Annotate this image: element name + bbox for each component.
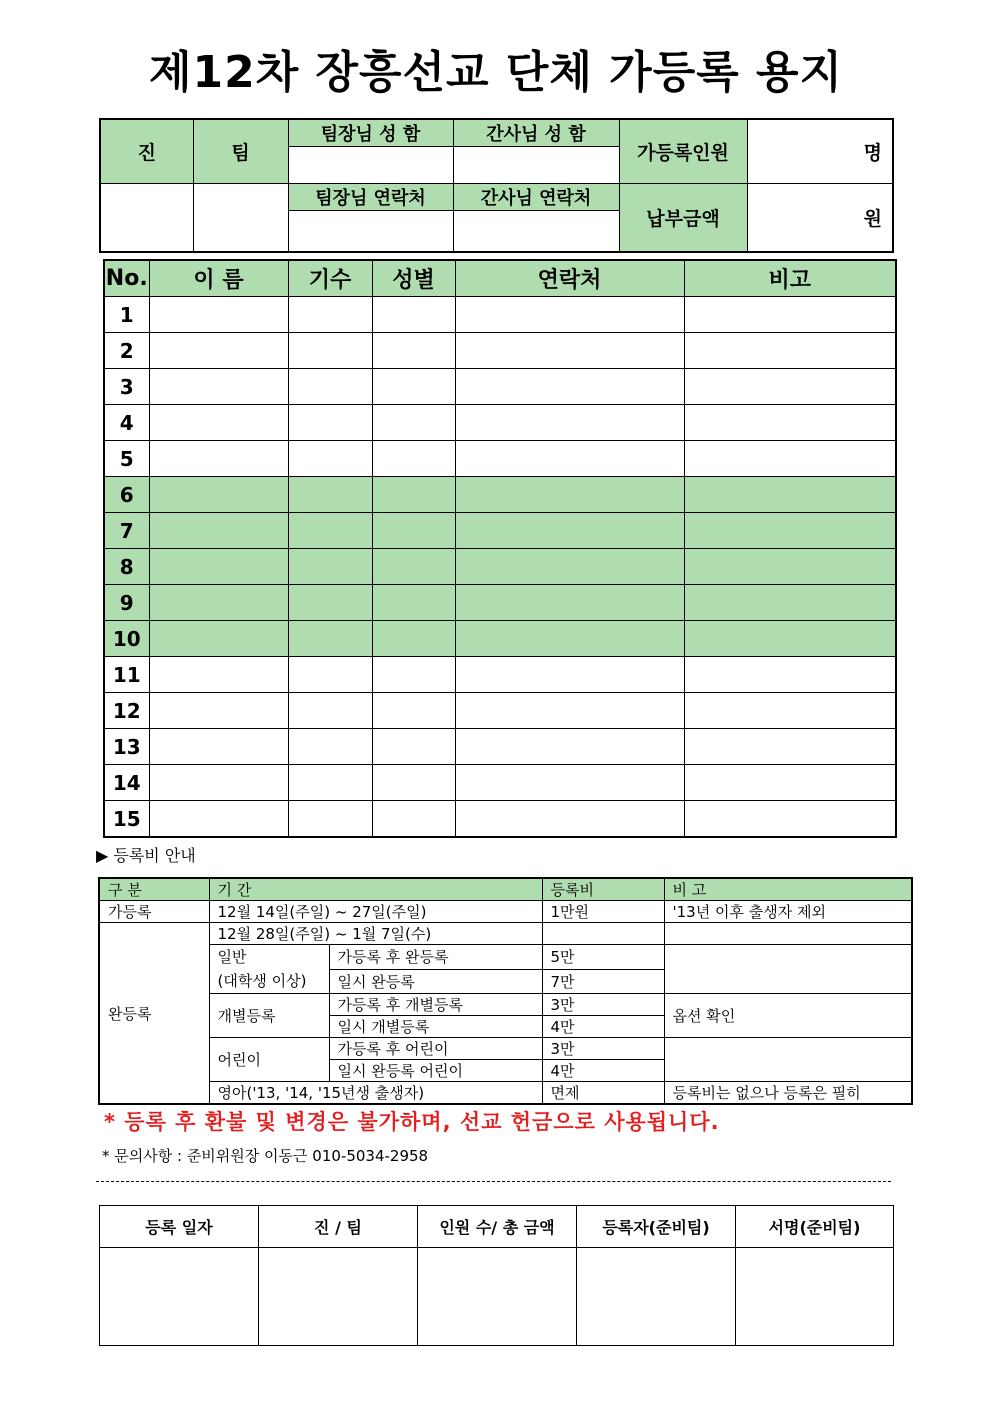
fee-unit: 원 [863, 208, 882, 230]
roster-contact-cell[interactable] [455, 369, 684, 405]
roster-name-cell[interactable] [149, 693, 288, 729]
roster-header-no: No. [104, 260, 149, 297]
individual-after-fee: 3만 [542, 994, 664, 1016]
roster-name-cell[interactable] [149, 801, 288, 838]
roster-note-cell[interactable] [684, 477, 896, 513]
roster-cohort-cell[interactable] [288, 297, 372, 333]
group-info-table [99, 118, 894, 253]
full-period-note [664, 923, 912, 945]
general-label: 일반 (대학생 이상) [209, 945, 329, 994]
roster-cohort-cell[interactable] [288, 657, 372, 693]
admin-signature-field[interactable] [736, 1248, 894, 1346]
admin-registrar-field[interactable] [577, 1248, 736, 1346]
roster-note-cell[interactable] [684, 333, 896, 369]
roster-header-name: 이 름 [149, 260, 288, 297]
individual-direct: 일시 개별등록 [329, 1016, 542, 1038]
roster-cohort-cell[interactable] [288, 369, 372, 405]
general-direct: 일시 완등록 [329, 969, 542, 994]
roster-cohort-cell[interactable] [288, 549, 372, 585]
roster-row-number: 1 [104, 297, 149, 333]
roster-note-cell[interactable] [684, 765, 896, 801]
roster-name-cell[interactable] [149, 729, 288, 765]
roster-row-number: 13 [104, 729, 149, 765]
admin-entry-row [100, 1248, 894, 1346]
roster-name-cell[interactable] [149, 585, 288, 621]
leader-contact-field[interactable] [288, 211, 453, 253]
roster-header-cohort: 기수 [288, 260, 372, 297]
roster-contact-cell[interactable] [455, 549, 684, 585]
roster-cohort-cell[interactable] [288, 513, 372, 549]
roster-gender-cell[interactable] [372, 693, 455, 729]
child-after-fee: 3만 [542, 1038, 664, 1060]
leader-contact-label: 팀장님 연락처 [288, 184, 453, 211]
secretary-contact-field[interactable] [453, 211, 619, 253]
full-period-fee [542, 923, 664, 945]
roster-gender-cell[interactable] [372, 621, 455, 657]
admin-team-field[interactable] [259, 1248, 418, 1346]
team-field[interactable] [193, 184, 288, 253]
roster-gender-cell[interactable] [372, 405, 455, 441]
roster-contact-cell[interactable] [455, 765, 684, 801]
roster-header-gender: 성별 [372, 260, 455, 297]
child-direct-fee: 4만 [542, 1060, 664, 1082]
roster-row [104, 369, 896, 405]
roster-contact-cell[interactable] [455, 333, 684, 369]
roster-gender-cell[interactable] [372, 477, 455, 513]
pre-fee: 1만원 [542, 901, 664, 923]
roster-cohort-cell[interactable] [288, 801, 372, 838]
refund-notice: * 등록 후 환불 및 변경은 불가하며, 선교 헌금으로 사용됩니다. [104, 1110, 720, 1134]
jin-label: 진 [100, 119, 193, 184]
roster-note-cell[interactable] [684, 729, 896, 765]
roster-cohort-cell[interactable] [288, 729, 372, 765]
roster-row-number: 5 [104, 441, 149, 477]
fee-header-category: 구 분 [99, 878, 209, 901]
roster-note-cell[interactable] [684, 513, 896, 549]
roster-row [104, 405, 896, 441]
roster-gender-cell[interactable] [372, 297, 455, 333]
child-label: 어린이 [209, 1038, 329, 1082]
leader-name-label: 팀장님 성 함 [288, 119, 453, 147]
roster-cohort-cell[interactable] [288, 621, 372, 657]
admin-header-row [100, 1206, 894, 1248]
roster-row [104, 585, 896, 621]
roster-row-number: 11 [104, 657, 149, 693]
child-after: 가등록 후 어린이 [329, 1038, 542, 1060]
roster-contact-cell[interactable] [455, 297, 684, 333]
secretary-name-field[interactable] [453, 147, 619, 184]
admin-header-total: 인원 수/ 총 금액 [418, 1206, 577, 1248]
admin-table [99, 1205, 894, 1346]
roster-note-cell[interactable] [684, 369, 896, 405]
roster-name-cell[interactable] [149, 621, 288, 657]
roster-name-cell[interactable] [149, 369, 288, 405]
admin-header-team: 진 / 팀 [259, 1206, 418, 1248]
general-after: 가등록 후 완등록 [329, 945, 542, 970]
roster-row [104, 513, 896, 549]
roster-name-cell[interactable] [149, 765, 288, 801]
full-period: 12월 28일(주일) ~ 1월 7일(수) [209, 923, 542, 945]
general-after-fee: 5만 [542, 945, 664, 970]
roster-note-cell[interactable] [684, 549, 896, 585]
roster-name-cell[interactable] [149, 477, 288, 513]
fee-guide-table [98, 877, 913, 1105]
contact-info: * 문의사항 : 준비위원장 이동근 010-5034-2958 [102, 1147, 429, 1165]
secretary-contact-label: 간사님 연락처 [453, 184, 619, 211]
roster-cohort-cell[interactable] [288, 441, 372, 477]
roster-contact-cell[interactable] [455, 441, 684, 477]
roster-row [104, 693, 896, 729]
cut-line [96, 1181, 891, 1182]
individual-after: 가등록 후 개별등록 [329, 994, 542, 1016]
child-direct: 일시 완등록 어린이 [329, 1060, 542, 1082]
count-unit: 명 [863, 142, 882, 164]
admin-date-field[interactable] [100, 1248, 259, 1346]
roster-header-contact: 연락처 [455, 260, 684, 297]
roster-cohort-cell[interactable] [288, 765, 372, 801]
roster-note-cell[interactable] [684, 441, 896, 477]
pre-note: '13년 이후 출생자 제외 [664, 901, 912, 923]
roster-gender-cell[interactable] [372, 441, 455, 477]
roster-row [104, 765, 896, 801]
roster-gender-cell[interactable] [372, 729, 455, 765]
pre-period: 12월 14일(주일) ~ 27일(주일) [209, 901, 542, 923]
roster-name-cell[interactable] [149, 297, 288, 333]
fee-guide-heading: ▶ 등록비 안내 [96, 846, 196, 865]
general-direct-fee: 7만 [542, 969, 664, 994]
roster-row [104, 621, 896, 657]
roster-name-cell[interactable] [149, 657, 288, 693]
individual-direct-fee: 4만 [542, 1016, 664, 1038]
roster-gender-cell[interactable] [372, 333, 455, 369]
secretary-name-label: 간사님 성 함 [453, 119, 619, 147]
roster-gender-cell[interactable] [372, 513, 455, 549]
roster-name-cell[interactable] [149, 333, 288, 369]
admin-total-field[interactable] [418, 1248, 577, 1346]
roster-gender-cell[interactable] [372, 549, 455, 585]
roster-row [104, 477, 896, 513]
roster-header-row [104, 260, 896, 297]
roster-contact-cell[interactable] [455, 801, 684, 838]
roster-row [104, 657, 896, 693]
roster-name-cell[interactable] [149, 405, 288, 441]
roster-note-cell[interactable] [684, 405, 896, 441]
roster-note-cell[interactable] [684, 621, 896, 657]
roster-row-number: 6 [104, 477, 149, 513]
fee-header-note: 비 고 [664, 878, 912, 901]
roster-row-number: 15 [104, 801, 149, 838]
roster-contact-cell[interactable] [455, 405, 684, 441]
admin-header-date: 등록 일자 [100, 1206, 259, 1248]
roster-gender-cell[interactable] [372, 765, 455, 801]
roster-row-number: 7 [104, 513, 149, 549]
team-label: 팀 [193, 119, 288, 184]
roster-note-cell[interactable] [684, 297, 896, 333]
fee-field[interactable] [747, 184, 893, 253]
roster-row [104, 729, 896, 765]
roster-row [104, 549, 896, 585]
roster-cohort-cell[interactable] [288, 693, 372, 729]
child-note [664, 1038, 912, 1082]
fee-header-row [99, 878, 912, 901]
roster-cohort-cell[interactable] [288, 477, 372, 513]
roster-row [104, 297, 896, 333]
roster-body [104, 297, 896, 838]
count-label: 가등록인원 [619, 119, 747, 184]
roster-row-number: 8 [104, 549, 149, 585]
roster-row [104, 441, 896, 477]
infant-fee: 면제 [542, 1082, 664, 1105]
admin-header-registrar: 등록자(준비팀) [577, 1206, 736, 1248]
roster-contact-cell[interactable] [455, 513, 684, 549]
infant-label: 영아('13, '14, '15년생 출생자) [209, 1082, 542, 1105]
full-label: 완등록 [99, 923, 209, 1105]
fee-row-pre [99, 901, 912, 923]
leader-name-field[interactable] [288, 147, 453, 184]
roster-gender-cell[interactable] [372, 801, 455, 838]
roster-gender-cell[interactable] [372, 585, 455, 621]
roster-row [104, 333, 896, 369]
roster-contact-cell[interactable] [455, 585, 684, 621]
roster-cohort-cell[interactable] [288, 333, 372, 369]
roster-contact-cell[interactable] [455, 693, 684, 729]
roster-name-cell[interactable] [149, 441, 288, 477]
roster-note-cell[interactable] [684, 693, 896, 729]
admin-header-signature: 서명(준비팀) [736, 1206, 894, 1248]
roster-note-cell[interactable] [684, 801, 896, 838]
fee-label: 납부금액 [619, 184, 747, 253]
roster-cohort-cell[interactable] [288, 585, 372, 621]
individual-note: 옵션 확인 [664, 994, 912, 1038]
roster-gender-cell[interactable] [372, 657, 455, 693]
roster-row-number: 2 [104, 333, 149, 369]
roster-name-cell[interactable] [149, 549, 288, 585]
roster-row-number: 12 [104, 693, 149, 729]
roster-row-number: 14 [104, 765, 149, 801]
roster-row-number: 4 [104, 405, 149, 441]
pre-label: 가등록 [99, 901, 209, 923]
roster-row [104, 801, 896, 838]
infant-note: 등록비는 없으나 등록은 필히 [664, 1082, 912, 1105]
roster-gender-cell[interactable] [372, 369, 455, 405]
roster-table [103, 259, 897, 838]
roster-cohort-cell[interactable] [288, 405, 372, 441]
page-title: 제12차 장흥선교 단체 가등록 용지 [148, 47, 844, 98]
roster-note-cell[interactable] [684, 585, 896, 621]
roster-contact-cell[interactable] [455, 657, 684, 693]
roster-row-number: 3 [104, 369, 149, 405]
count-field[interactable] [747, 119, 893, 184]
roster-contact-cell[interactable] [455, 729, 684, 765]
roster-contact-cell[interactable] [455, 621, 684, 657]
roster-name-cell[interactable] [149, 513, 288, 549]
roster-note-cell[interactable] [684, 657, 896, 693]
roster-header-note: 비고 [684, 260, 896, 297]
general-note [664, 945, 912, 994]
roster-row-number: 10 [104, 621, 149, 657]
roster-row-number: 9 [104, 585, 149, 621]
fee-header-period: 기 간 [209, 878, 542, 901]
jin-field[interactable] [100, 184, 193, 253]
roster-contact-cell[interactable] [455, 477, 684, 513]
fee-header-fee: 등록비 [542, 878, 664, 901]
individual-label: 개별등록 [209, 994, 329, 1038]
